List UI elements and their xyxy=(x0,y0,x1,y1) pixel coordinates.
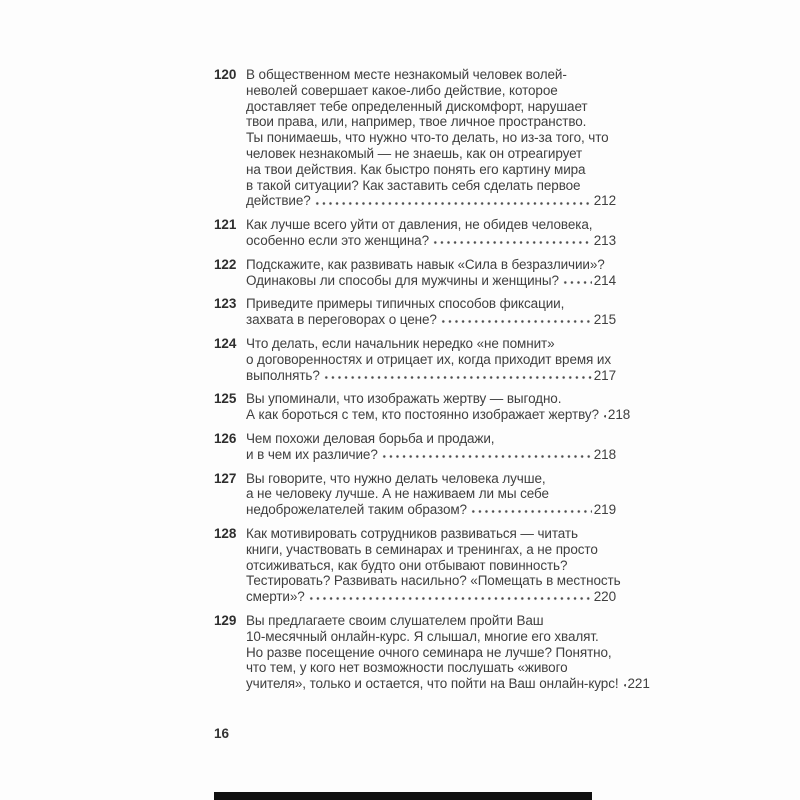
page-ref: 219 xyxy=(593,502,616,518)
question-text xyxy=(246,431,616,463)
toc-entry xyxy=(214,217,616,249)
question-text xyxy=(246,391,631,423)
dot-leader xyxy=(432,233,592,249)
question-last-line xyxy=(246,407,631,423)
question-line: Что делать, если начальник нередко «не помнит» xyxy=(246,335,555,351)
question-text xyxy=(246,67,616,209)
question-number: 128 xyxy=(214,525,237,541)
question-text xyxy=(246,612,650,692)
question-number: 126 xyxy=(214,430,237,446)
dot-leader xyxy=(440,312,592,328)
page-ref: 214 xyxy=(593,272,616,288)
question-last-line xyxy=(246,312,616,328)
question-number: 123 xyxy=(214,296,237,312)
question-line-text: смерти»? xyxy=(246,589,305,605)
question-text xyxy=(246,296,616,328)
page-ref: 215 xyxy=(593,312,616,328)
question-line: Подскажите, как развивать навык «Сила в безразличии»? xyxy=(246,256,605,272)
dot-leader xyxy=(470,502,592,518)
question-number: 129 xyxy=(214,612,237,628)
page-ref: 218 xyxy=(607,407,631,423)
question-line: доставляет тебе определенный дискомфорт, нарушает xyxy=(246,98,588,114)
question-last-line xyxy=(246,589,616,605)
question-number: 120 xyxy=(214,67,237,82)
question-line-text: действие? xyxy=(246,193,311,209)
question-last-line xyxy=(246,193,616,209)
toc-entry xyxy=(214,336,616,383)
question-line: книги, участвовать в семинарах и тренингах, а не просто xyxy=(246,541,598,557)
question-line-text: А как бороться с тем, кто постоянно изображает жертву? xyxy=(246,407,599,423)
dot-leader xyxy=(602,407,606,423)
toc-entry xyxy=(214,391,631,423)
question-line: Приведите примеры типичных способов фиксации, xyxy=(246,296,565,312)
question-line: Вы предлагаете своим слушателем пройти Ваш xyxy=(246,612,544,628)
question-line-text: особенно если это женщина? xyxy=(246,232,429,248)
question-text xyxy=(246,257,616,289)
question-line-text: и в чем их различие? xyxy=(246,446,378,462)
question-line: а не человеку лучше. А не наживаем ли мы себе xyxy=(246,486,549,502)
question-line: Вы упоминали, что изображать жертву — выгодно. xyxy=(246,391,562,407)
question-line-text: выполнять? xyxy=(246,367,320,383)
toc-entry xyxy=(214,257,616,289)
question-text xyxy=(246,525,621,605)
page-ref: 218 xyxy=(593,446,616,462)
question-number: 127 xyxy=(214,470,237,486)
question-line: в такой ситуации? Как заставить себя сделать первое xyxy=(246,177,581,193)
question-line: Вы говорите, что нужно делать человека лучше, xyxy=(246,470,546,486)
page-ref: 212 xyxy=(593,193,616,209)
question-number: 125 xyxy=(214,391,237,407)
question-line: Чем похожи деловая борьба и продажи, xyxy=(246,430,495,446)
question-last-line xyxy=(246,502,616,518)
toc-entries xyxy=(214,67,650,700)
question-line: Тестировать? Развивать насильно? «Помещать в местность xyxy=(246,573,621,589)
toc-entry xyxy=(214,612,650,692)
question-line: Как мотивировать сотрудников развиваться — читать xyxy=(246,525,578,541)
question-line: на твои действия. Как быстро понять его картину мира xyxy=(246,161,586,177)
page-ref: 213 xyxy=(593,232,616,248)
question-text xyxy=(246,217,616,249)
page-ref: 221 xyxy=(627,676,650,692)
question-last-line xyxy=(246,273,616,289)
question-line-text: захвата в переговорах о цене? xyxy=(246,312,437,328)
question-line: что тем, у кого нет возможности послушать «живого xyxy=(246,660,568,676)
dot-leader xyxy=(314,193,592,209)
question-line: твои права, или, например, твое личное пространство. xyxy=(246,114,587,130)
question-last-line xyxy=(246,676,650,692)
toc-entry xyxy=(214,431,616,463)
bottom-bar xyxy=(214,792,592,800)
question-last-line xyxy=(246,233,616,249)
toc-entry xyxy=(214,296,616,328)
toc-entry xyxy=(214,525,621,605)
dot-leader xyxy=(622,676,626,692)
question-line: человек незнакомый — не знаешь, как он отреагирует xyxy=(246,145,583,161)
dot-leader xyxy=(562,273,592,289)
page-ref: 217 xyxy=(593,367,616,383)
question-line: 10-месячный онлайн-курс. Я слышал, многие его хвалят. xyxy=(246,628,599,644)
question-line: неволей совершает какое-либо действие, которое xyxy=(246,82,558,98)
question-text xyxy=(246,471,616,518)
dot-leader xyxy=(323,368,592,384)
question-line-text: Одинаковы ли способы для мужчины и женщины? xyxy=(246,272,559,288)
question-last-line xyxy=(246,368,616,384)
question-line: отсиживаться, как будто они отбывают повинность? xyxy=(246,557,568,573)
question-text xyxy=(246,336,616,383)
question-number: 122 xyxy=(214,256,237,272)
question-number: 121 xyxy=(214,217,237,233)
question-line: о договоренностях и отрицает их, когда приходит время их xyxy=(246,351,612,367)
question-line-text: недоброжелателей таким образом? xyxy=(246,502,467,518)
toc-entry xyxy=(214,471,616,518)
folio-page-number: 16 xyxy=(214,726,230,741)
question-line: В общественном месте незнакомый человек волей- xyxy=(246,67,567,82)
page-ref: 220 xyxy=(593,589,616,605)
question-last-line xyxy=(246,447,616,463)
dot-leader xyxy=(381,447,592,463)
toc-entry xyxy=(214,67,616,209)
question-line-text: учителя», только и остается, что пойти на Ваш онлайн-курс! xyxy=(246,676,619,692)
question-number: 124 xyxy=(214,335,237,351)
question-line: Ты понимаешь, что нужно что-то делать, но из-за того, что xyxy=(246,130,609,146)
question-line: Но разве посещение очного семинара не лучше? Понятно, xyxy=(246,644,612,660)
question-line: Как лучше всего уйти от давления, не обидев человека, xyxy=(246,217,593,233)
dot-leader xyxy=(308,589,592,605)
